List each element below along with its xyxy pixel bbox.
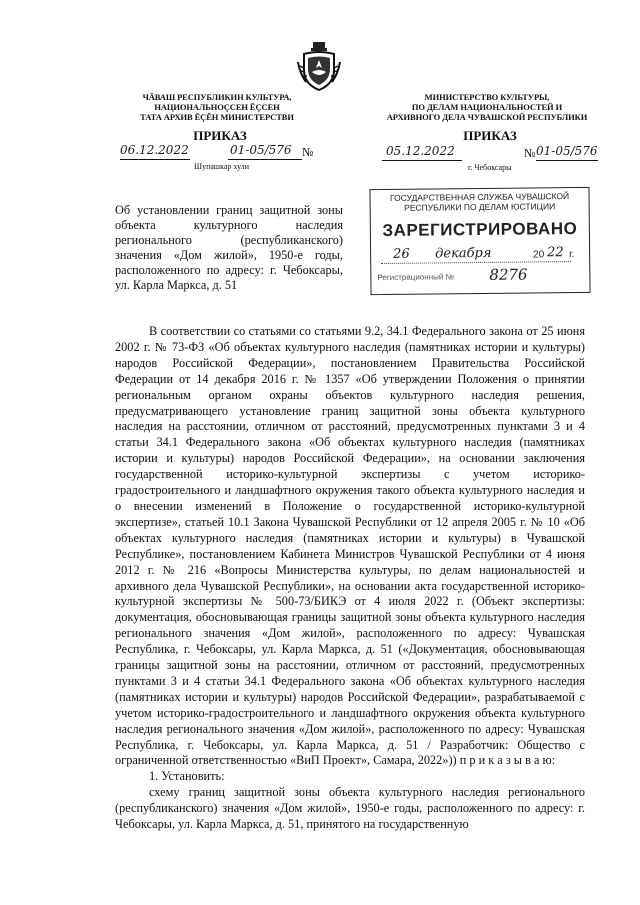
document-body (115, 324, 585, 833)
left-date-line (120, 143, 320, 163)
stamp-line-1: ГОСУДАРСТВЕННАЯ СЛУЖБА ЧУВАШСКОЙ (389, 191, 570, 203)
stamp-year-prefix: 20 (533, 249, 545, 261)
right-date-underline (382, 160, 462, 161)
left-number-sign: № (302, 145, 314, 159)
left-ministry-line-3: ТАТА АРХИВ ĔÇĔН МИНИСТЕРСТВИ (140, 112, 294, 122)
right-ministry-header (372, 92, 602, 122)
stamp-reg-number: 8276 (489, 265, 528, 284)
right-date-line (378, 144, 598, 164)
left-date-underline (120, 159, 190, 160)
left-doc-title: ПРИКАЗ (193, 128, 247, 143)
right-ministry-line-2: ПО ДЕЛАМ НАЦИОНАЛЬНОСТЕЙ И (411, 102, 563, 112)
right-ministry-line-3: АРХИВНОГО ДЕЛА ЧУВАШСКОЙ РЕСПУБЛИКИ (386, 112, 588, 122)
left-date-handwritten: 06.12.2022 (120, 143, 189, 157)
body-paragraph-3: схему границ защитной зоны объекта культурного наследия регионального (республиканского) значения «Дом жилой», 1950-е годы, расположенного по адресу: г. Чебоксары, ул. Карла Маркса, д. 51, принятого на государственную (115, 785, 585, 832)
left-number-handwritten: 01-05/576 (230, 143, 292, 157)
right-number-sign: № (524, 146, 536, 160)
right-number-handwritten: 01-05/576 (536, 144, 598, 158)
coat-of-arms-emblem (296, 40, 342, 92)
stamp-date-row (371, 243, 589, 267)
right-doc-title: ПРИКАЗ (463, 128, 517, 143)
right-number-underline (536, 160, 598, 161)
stamp-registered: ЗАРЕГИСТРИРОВАНО (382, 218, 578, 241)
body-paragraph-2: 1. Установить: (149, 769, 225, 784)
right-city: г. Чебоксары (468, 163, 512, 172)
stamp-line-2: РЕСПУБЛИКИ ПО ДЕЛАМ ЮСТИЦИИ (404, 201, 556, 213)
stamp-month: декабря (435, 245, 492, 262)
stamp-year-suffix: г. (569, 249, 575, 261)
document-title: Об установлении границ защитной зоны объекта культурного наследия регионального (республиканского) значения «Дом жилой», 1950-е годы, расположенного по адресу: г. Чебоксары, ул. Карла Маркса, д. 51 (115, 203, 343, 292)
stamp-year: 22 (547, 245, 564, 261)
right-date-handwritten: 05.12.2022 (386, 144, 455, 158)
stamp-reg-row (371, 265, 589, 287)
left-city: Шупашкар хули (194, 162, 249, 171)
registration-stamp (369, 187, 590, 295)
body-paragraph-1: В соответствии со статьями со статьями 9.2, 34.1 Федерального закона от 25 июня 2002 г. № 73-ФЗ «Об объектах культурного наследия (памятниках истории и культуры) народов Российской Федерации», постановлением Правительства Российской Федерации от 14 декабря 2016 г. № 1357 «Об утверждении Положения о принятии региональным органом охраны объектов культурного наследия решения, предусматривающего установление границ защитной зоны объекта культурного наследия на расстоянии, отличном от расстояний, предусмотренных пунктами 3 и 4 статьи 34.1 Федерального закона «Об объектах культурного наследия (памятниках истории и культуры) народов Российской Федерации», на основании заключения государственной историко-культурной экспертизы с учетом историко-градостроительного и ландшафтного окружения такого объекта культурного наследия и о внесении изменений в Положение о государственной историко-культурной экспертизе», статьей 10.1 Закона Чувашской Республики от 12 апреля 2005 г. № 10 «Об объектах культурного наследия (памятниках истории и культуры) в Чувашской Республике», постановлением Кабинета Министров Чувашской Республики от 4 июня 2012 г. № 216 «Вопросы Министерства культуры, по делам национальностей и архивного дела Чувашской Республики», на основании акта государственной историко-культурной экспертизы № 500-73/БИКЭ от 4 июля 2022 г. (Объект экспертизы: документация, обосновывающая границы защитной зоны объекта культурного наследия регионального значения «Дом жилой», расположенного по адресу: Чувашская Республика, г. Чебоксары, ул. Карла Маркса, д. 51 («Документация, обосновывающая границы защитной зоны на расстоянии, отличном от расстояний, предусмотренных пунктами 3 и 4 статьи 34.1 Федерального закона «Об объектах культурного наследия (памятниках истории и культуры) народов Российской Федерации», разрабатываемой с учетом историко-градостроительного и ландшафтного окружения объекта культурного наследия регионального значения «Дом жилой», расположенного по адресу: Чувашская Республика, г. Чебоксары, ул. Карла Маркса, д. 51 / Разработчик: Общество с ограниченной ответственностью «ВиП Проект», Самара, 2022»)) п р и к а з ы в а ю: (115, 324, 585, 768)
left-ministry-line-2: НАЦИОНАЛЬНОÇСЕН ĔÇСЕН (154, 102, 280, 112)
stamp-reg-label: Регистрационный № (377, 272, 455, 283)
left-ministry-header (112, 92, 322, 122)
stamp-day: 26 (393, 246, 410, 262)
left-ministry-line-1: ЧĂВАШ РЕСПУБЛИКИН КУЛЬТУРА, (142, 92, 292, 102)
right-ministry-line-1: МИНИСТЕРСТВО КУЛЬТУРЫ, (424, 92, 550, 102)
left-number-underline (228, 159, 302, 160)
